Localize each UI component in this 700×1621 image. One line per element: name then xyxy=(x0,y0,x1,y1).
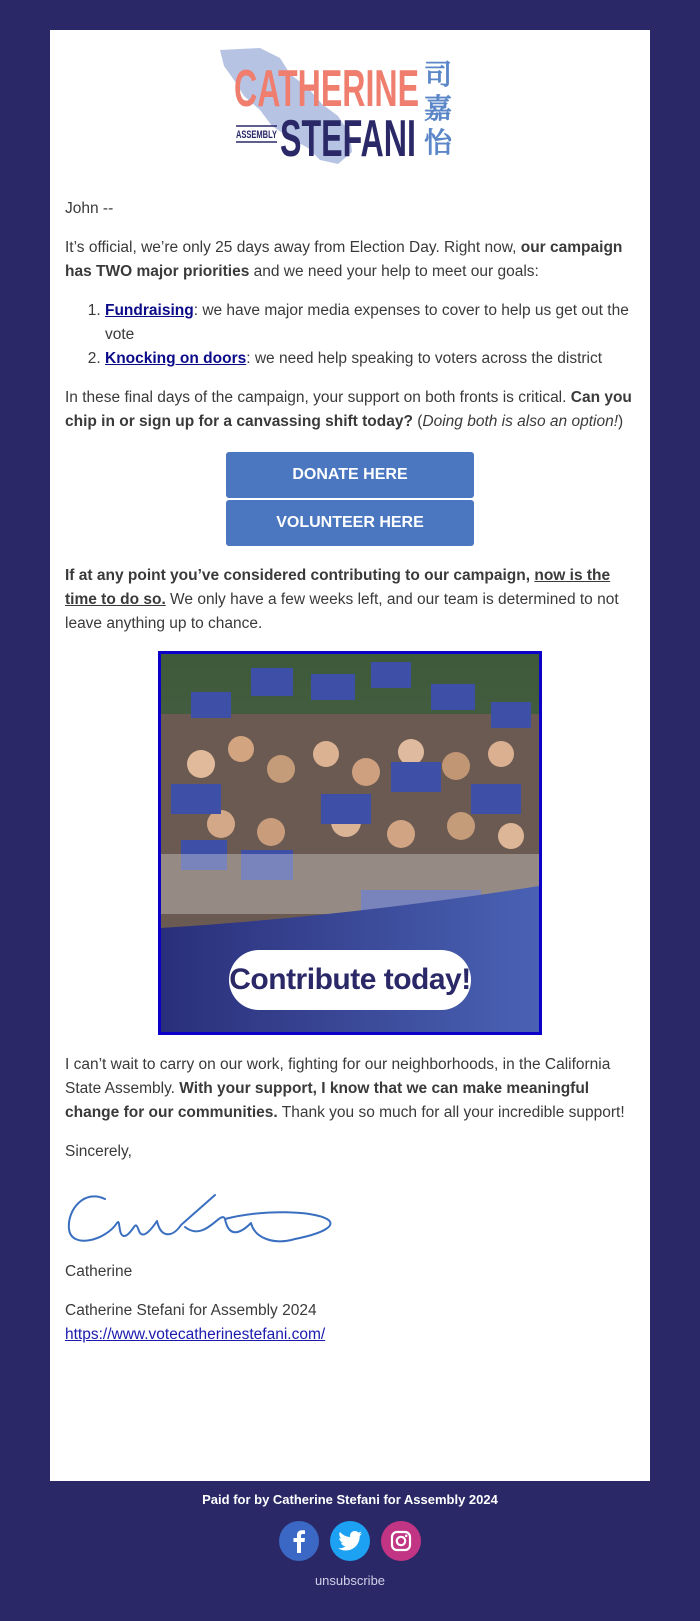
logo-chinese-3: 怡 xyxy=(424,126,453,159)
ask-paragraph xyxy=(65,386,635,434)
org-block xyxy=(65,1299,635,1347)
greeting: John -- xyxy=(65,200,114,217)
signature-image xyxy=(65,1179,340,1254)
consider-underline: now is the time to do so. xyxy=(65,567,611,608)
list-item xyxy=(105,299,635,347)
contribute-photo[interactable] xyxy=(158,651,542,1035)
facebook-icon[interactable] xyxy=(279,1521,319,1561)
logo-line1: CATHERINE xyxy=(234,60,419,118)
logo-tag: ASSEMBLY xyxy=(236,129,278,141)
ask-bold: Can you chip in or sign up for a canvassing shift today? xyxy=(65,389,632,430)
twitter-icon[interactable] xyxy=(330,1521,370,1561)
intro-text: It’s official, we’re only 25 days away from Election Day. Right now, xyxy=(65,239,521,256)
signoff-name: Catherine xyxy=(65,1263,133,1280)
contribute-today-badge: Contribute today! xyxy=(229,950,471,1010)
paid-for-disclaimer: Paid for by Catherine Stefani for Assembly 2024 xyxy=(202,1492,498,1507)
consider-text: We only have a few weeks left, and our team is determined to not leave anything up to chance. xyxy=(65,591,619,632)
list-item xyxy=(105,347,635,371)
email-body xyxy=(65,197,635,1347)
ask-italic: Doing both is also an option! xyxy=(422,413,619,430)
logo-chinese-1: 司 xyxy=(424,58,453,91)
social-links xyxy=(0,1521,700,1561)
knocking-doors-link[interactable]: Knocking on doors xyxy=(105,350,247,367)
unsubscribe-link[interactable]: unsubscribe xyxy=(314,1573,386,1588)
ask-text: In these final days of the campaign, your support on both fronts is critical. xyxy=(65,389,571,406)
cta-buttons xyxy=(65,452,635,546)
priorities-list xyxy=(65,299,635,371)
volunteer-button[interactable]: VOLUNTEER HERE xyxy=(226,500,474,546)
ask-paren-close: ) xyxy=(618,413,624,430)
logo-chinese-2: 嘉 xyxy=(424,92,453,125)
campaign-logo xyxy=(220,44,470,168)
closing-paragraph xyxy=(65,1053,635,1125)
closing-text-end: Thank you so much for all your incredible support! xyxy=(277,1104,625,1121)
intro-text-end: and we need your help to meet our goals: xyxy=(249,263,539,280)
email-footer xyxy=(0,1488,700,1590)
intro-bold: our campaign has TWO major priorities xyxy=(65,239,623,280)
org-name: Catherine Stefani for Assembly 2024 xyxy=(65,1302,317,1319)
instagram-icon[interactable] xyxy=(381,1521,421,1561)
consider-bold-text: If at any point you’ve considered contributing to our campaign, xyxy=(65,567,535,584)
fundraising-link[interactable]: Fundraising xyxy=(105,302,194,319)
closing-text: I can’t wait to carry on our work, fighting for our neighborhoods, in the California State Assembly. xyxy=(65,1056,611,1097)
website-link[interactable]: https://www.votecatherinestefani.com/ xyxy=(65,1326,326,1343)
email-card xyxy=(50,30,650,1481)
sincerely: Sincerely, xyxy=(65,1143,132,1160)
closing-bold: With your support, I know that we can make meaningful change for our communities. xyxy=(65,1080,590,1121)
ask-paren-open: ( xyxy=(412,413,423,430)
list-item-text: : we have major media expenses to cover to help us get out the vote xyxy=(105,302,629,343)
donate-button[interactable]: DONATE HERE xyxy=(226,452,474,498)
logo-line2: STEFANI xyxy=(280,110,416,168)
consider-paragraph xyxy=(65,564,635,636)
list-item-text: : we need help speaking to voters across the district xyxy=(246,350,603,367)
intro-paragraph xyxy=(65,236,635,284)
